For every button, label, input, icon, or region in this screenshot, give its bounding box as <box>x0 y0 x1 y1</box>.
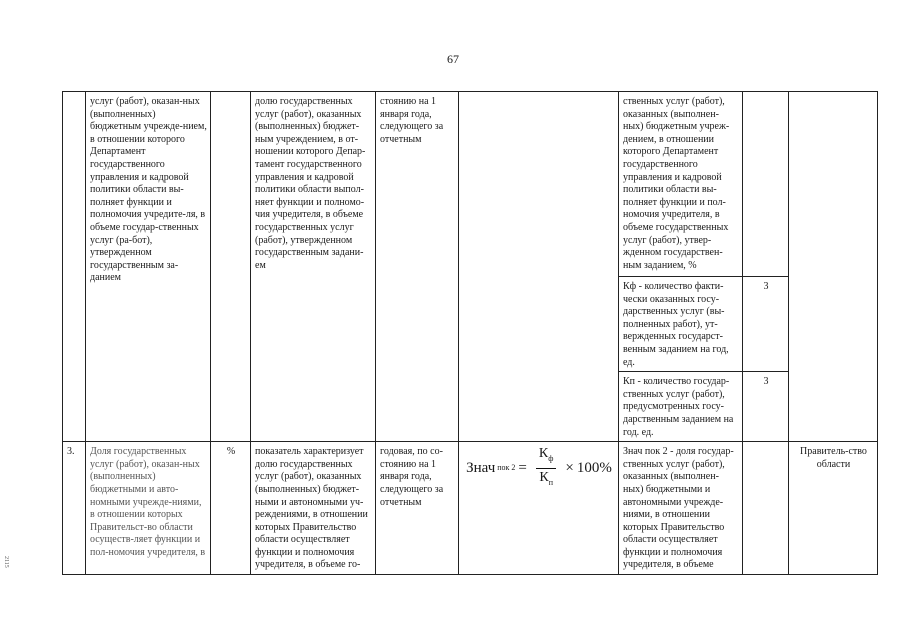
row-number-cell <box>63 92 86 442</box>
formula-numerator: $К_ф$ <box>536 446 557 469</box>
unit-cell <box>211 92 251 442</box>
source-cell: 3 <box>743 277 789 372</box>
formula-times: × <box>565 459 574 476</box>
characteristic-cell: показатель характеризует долю государственных услуг (работ), оказанных (выполненных) бюджет-ными и автономными уч-реждениями, в отношении которых Правительство области осуществляет функции и полномочия учредителя, в объеме го- <box>251 442 376 575</box>
date-cell: годовая, по со-стоянию на 1 января года, следующего за отчетным <box>376 442 459 575</box>
unit-cell: % <box>211 442 251 575</box>
formula-cell <box>459 92 619 442</box>
table-row <box>63 92 878 277</box>
variable-cell: ственных услуг (работ), оказанных (выполнен-ных) бюджетным учреж-дением, в отношении которого Департамент государственного управления и кадровой политики области вы-полняет функции и пол-номочия учредителя, в объеме государственных услуг (работ), утвер-жденном государствен-ным заданием, % <box>619 92 743 277</box>
responsible-cell <box>789 92 878 442</box>
variable-cell: Кп - количество государ-ственных услуг (работ), предусмотренных госу-дарственным заданием на год. ед. <box>619 372 743 442</box>
characteristic-cell: долю государственных услуг (работ), оказанных (выполненных) бюджет-ным учреждением, в от-ношении которого Депар-тамент государственного управления и кадровой политики области выпол-няет функции и полномо-чия учредителя, в объеме государственных услуг (работ), утвержденном государственным задани-ем <box>251 92 376 442</box>
formula-lhs: Знач <box>466 459 496 476</box>
side-mark: 2115 <box>3 556 9 568</box>
formula-fraction <box>536 446 557 491</box>
page-number: 67 <box>447 52 459 66</box>
responsible-cell: Правитель-ство области <box>789 442 878 575</box>
source-cell: 3 <box>743 372 789 442</box>
date-cell: стоянию на 1 января года, следующего за отчетным <box>376 92 459 442</box>
formula <box>463 445 615 488</box>
variable-cell: Кф - количество факти-чески оказанных госу-дарственных услуг (вы-полненных работ), ут-вержденных государст-венным заданием на год, ед. <box>619 277 743 372</box>
indicator-name-cell: услуг (работ), оказан-ных (выполненных) бюджетным учрежде-нием, в отношении которого Департамент государственного управления и кадровой политики области вы-полняет функции и полномочия учредите-ля, в объеме государ-ственных услуг (ра-бот), утвержденном государственным за-данием <box>86 92 211 442</box>
formula-equals: = <box>518 459 527 476</box>
row-number-cell: 3. <box>63 442 86 575</box>
variable-cell: Знач пок 2 - доля государ-ственных услуг (работ), оказанных (выполнен-ных) бюджетными и автономными учрежде-ниями, в отношении которых Правительство области осуществляет функции и полномочия учредителя, в объеме <box>619 442 743 575</box>
formula-lhs-sub: пок 2 <box>497 462 516 472</box>
formula-cell <box>459 442 619 575</box>
formula-denominator: $К_п$ <box>539 469 553 487</box>
source-cell <box>743 92 789 277</box>
table-row <box>63 442 878 575</box>
formula-percent: 100% <box>576 459 612 476</box>
indicator-name-cell: Доля государственных услуг (работ), оказан-ных (выполненных) бюджетными и авто-номными учрежде-ниями, в отношении которых Правительст-во области осуществ-ляет функции и пол-номочия учредителя, в <box>86 442 211 575</box>
source-cell <box>743 442 789 575</box>
indicators-table <box>62 91 878 575</box>
